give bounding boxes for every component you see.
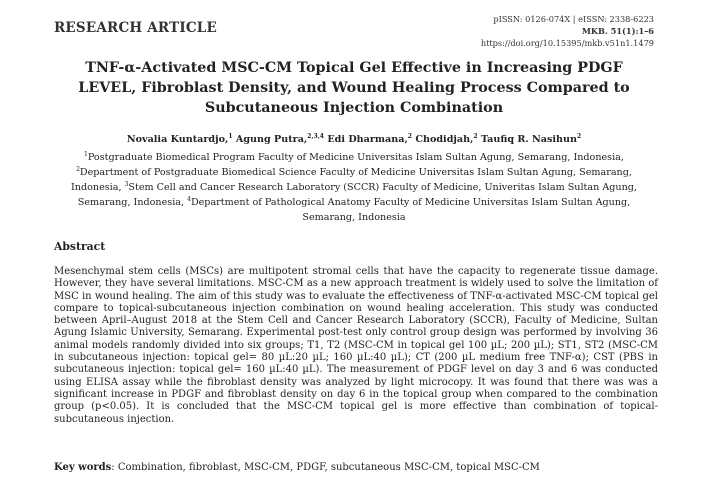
journal-info [394,13,654,49]
author-list [54,134,654,145]
keywords [54,462,658,473]
abstract-heading: Abstract [54,240,106,253]
keywords-label: Key words [54,462,112,473]
journal-volume: MKB. 51(1):1–6 [581,26,654,36]
affil-sup: 4 [187,195,191,203]
affil-sup: 2 [76,165,80,173]
affil-sup: 3 [124,180,129,188]
author-name: Agung Putra, [235,134,308,145]
affiliation-text: Postgraduate Biomedical Program Faculty of Medicine Universitas Islam Sultan Agung, Semarang, Indonesia, [87,152,624,163]
affiliation-text: Stem Cell and Cancer Research Laboratory (SCCR) Faculty of Medicine, Univeritas Islam Sultan Agung, Semarang, Indonesia, [77,182,637,208]
affiliation-text: Department of Pathological Anatomy Faculty of Medicine Universitas Islam Sultan Agung, Semarang, Indonesia [190,197,631,223]
paper-title: TNF-α-Activated MSC-CM Topical Gel Effective in Increasing PDGF LEVEL, Fibroblast Density, and Wound Healing Process Compared to Subcutaneous Injection Combination [78,60,630,116]
author-affil-sup: 2 [407,132,412,140]
author-affil-sup: 2 [576,132,582,140]
author-name: Edi Dharmana, [327,134,408,145]
doi-link[interactable]: https://doi.org/10.15395/mkb.v51n1.1479 [480,38,654,48]
author-affil-sup: 2 [473,132,478,140]
author-name: Chodidjah, [415,134,474,145]
author-name: Novalia Kuntardjo, [126,134,229,145]
article-type-label: RESEARCH ARTICLE [54,20,217,36]
affiliation-text: Department of Postgraduate Biomedical Science Faculty of Medicine Universitas Islam Sultan Agung, Semarang, Indonesia, [71,167,632,193]
author-affil-sup: 2,3,4 [307,132,324,140]
abstract-body: Mesenchymal stem cells (MSCs) are multipotent stromal cells that have the capacity to regenerate tissue damage. However, they have several limitations. MSC-CM as a new approach treatment is widely used to solve the limitation of MSC in wound healing. The aim of this study was to evaluate the effectiveness of TNF-α-activated MSC-CM topical gel compare to topical-subcutaneous injection combination on wound healing acceleration. This study was conducted between April–August 2018 at the Stem Cell and Cancer Research Laboratory (SCCR), Faculty of Medicine, Sultan Agung Islamic University, Semarang. Experimental post-test only control group design was performed by involving 36 animal models randomly divided into six groups; T1, T2 (MSC-CM in topical gel 100 µL; 200 µL); ST1, ST2 (MSC-CM in subcutaneous injection: topical gel= 80 µL:20 µL; 160 µL:40 µL); CT (200 µL medium free TNF-α); CST (PBS in subcutaneous injection: topical gel= 160 µL:40 µL). The measurement of PDGF level on day 3 and 6 was conducted using ELISA assay while the fibroblast density was analyzed by light microcopy. It was found that there was was a significant increase in PDGF and fibroblast density on day 6 in the topical group when compared to the combination group (p<0.05). It is concluded that the MSC-CM topical gel is more effective than combination of topical-subcutaneous injection. [54,266,658,425]
author-affil-sup: 1 [228,132,233,140]
keywords-text: : Combination, fibroblast, MSC-CM, PDGF, subcutaneous MSC-CM, topical MSC-CM [111,462,540,473]
author-name: Taufiq R. Nasihun [480,134,577,145]
affil-sup: 1 [84,150,88,158]
issn-line: pISSN: 0126-074X | eISSN: 2338-6223 [493,14,654,24]
affiliations [54,150,654,225]
